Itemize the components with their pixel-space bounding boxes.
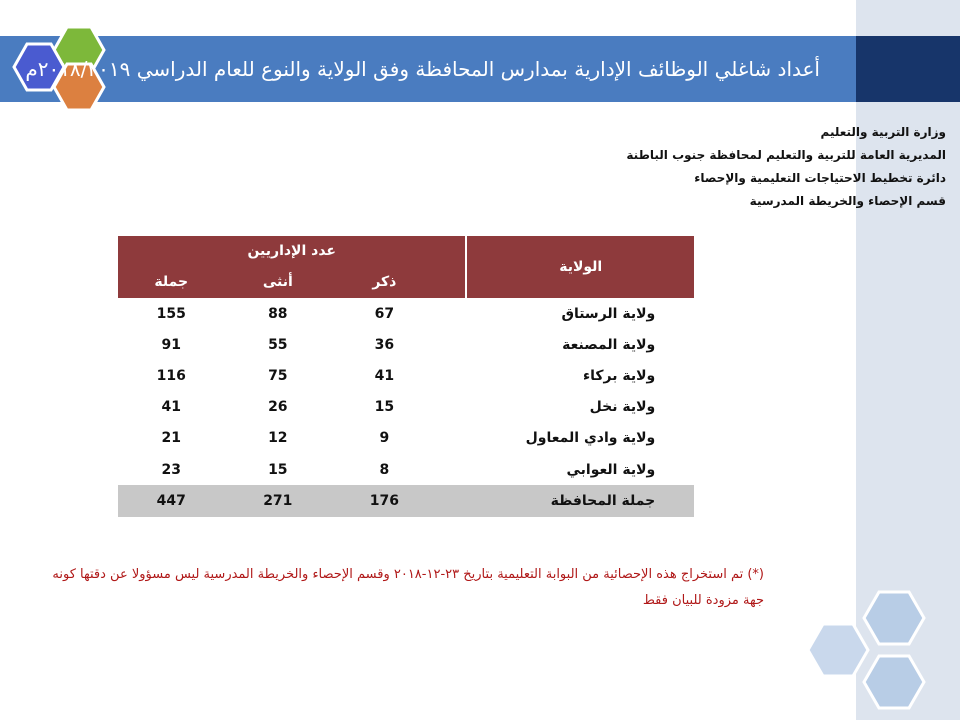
table-row xyxy=(118,360,694,391)
cell-governorate: ولاية نخل xyxy=(589,399,656,416)
cell-male: 41 xyxy=(374,367,395,384)
cell-female: 88 xyxy=(268,305,288,322)
header-female: أنثى xyxy=(225,266,332,298)
cell-total: 91 xyxy=(161,336,182,353)
cell-governorate: ولاية المصنعة xyxy=(562,336,656,353)
title-band-dark-end xyxy=(856,36,960,102)
cell-governorate: ولاية العوابي xyxy=(566,461,656,478)
cell-male: 67 xyxy=(374,305,395,322)
cell-male: 8 xyxy=(379,461,390,478)
page-title: أعداد شاغلي الوظائف الإدارية بمدارس المحافظة وفق الولاية والنوع للعام الدراسي ٢٠١٨/٢٠١٩م xyxy=(25,57,820,81)
cell-female-total: 271 xyxy=(225,485,332,517)
cell-female: 55 xyxy=(268,336,288,353)
table-row xyxy=(118,392,694,423)
ministry-line: وزارة التربية والتعليم xyxy=(820,125,946,139)
cell-grand-total: 447 xyxy=(118,485,225,517)
cell-female: 12 xyxy=(268,430,288,447)
cell-female: 15 xyxy=(268,461,288,478)
cell-total: 155 xyxy=(156,305,186,322)
ministry-line: المديرية العامة للتربية والتعليم لمحافظة جنوب الباطنة xyxy=(626,148,946,162)
cell-total: 23 xyxy=(161,461,182,478)
table-row xyxy=(118,329,694,360)
cell-male: 9 xyxy=(379,430,390,447)
cell-male-total: 176 xyxy=(331,485,438,517)
cell-male: 36 xyxy=(374,336,395,353)
cell-governorate-total: جملة المحافظة xyxy=(550,493,656,510)
hex-cluster-light-decoration xyxy=(804,588,934,716)
hex-light-bottom xyxy=(864,656,924,708)
ministry-line: دائرة تخطيط الاحتياجات التعليمية والإحصاء xyxy=(694,171,946,185)
cell-female: 75 xyxy=(268,367,288,384)
header-governorate: الولاية xyxy=(466,236,694,298)
header-male: ذكر xyxy=(331,266,438,298)
source-note: (*) تم استخراج هذه الإحصائية من البوابة التعليمية بتاريخ ٢٣-١٢-٢٠١٨ وقسم الإحصاء والخريطة المدرسية ليس مسؤولا عن دقتها كونه جهة مزودة للبيان فقط xyxy=(52,567,764,608)
cell-governorate: ولاية الرستاق xyxy=(561,305,656,322)
header-spacer xyxy=(438,266,467,298)
cell-female: 26 xyxy=(268,399,288,416)
cell-male: 15 xyxy=(374,399,395,416)
table-row xyxy=(118,454,694,485)
header-total: جملة xyxy=(118,266,225,298)
cell-governorate: ولاية وادي المعاول xyxy=(525,430,656,447)
cell-total: 21 xyxy=(161,430,182,447)
cell-governorate: ولاية بركاء xyxy=(582,367,656,384)
cell-total: 41 xyxy=(161,399,182,416)
table-total-row xyxy=(118,485,694,517)
hex-light-top xyxy=(864,592,924,644)
ministry-header xyxy=(606,121,946,213)
header-admin-count: عدد الإداريين xyxy=(118,236,466,266)
table-row xyxy=(118,423,694,454)
table-row xyxy=(118,298,694,329)
administrators-table xyxy=(118,236,694,517)
ministry-line: قسم الإحصاء والخريطة المدرسية xyxy=(749,194,946,208)
cell-total: 116 xyxy=(156,367,186,384)
hex-light-left xyxy=(808,624,868,676)
